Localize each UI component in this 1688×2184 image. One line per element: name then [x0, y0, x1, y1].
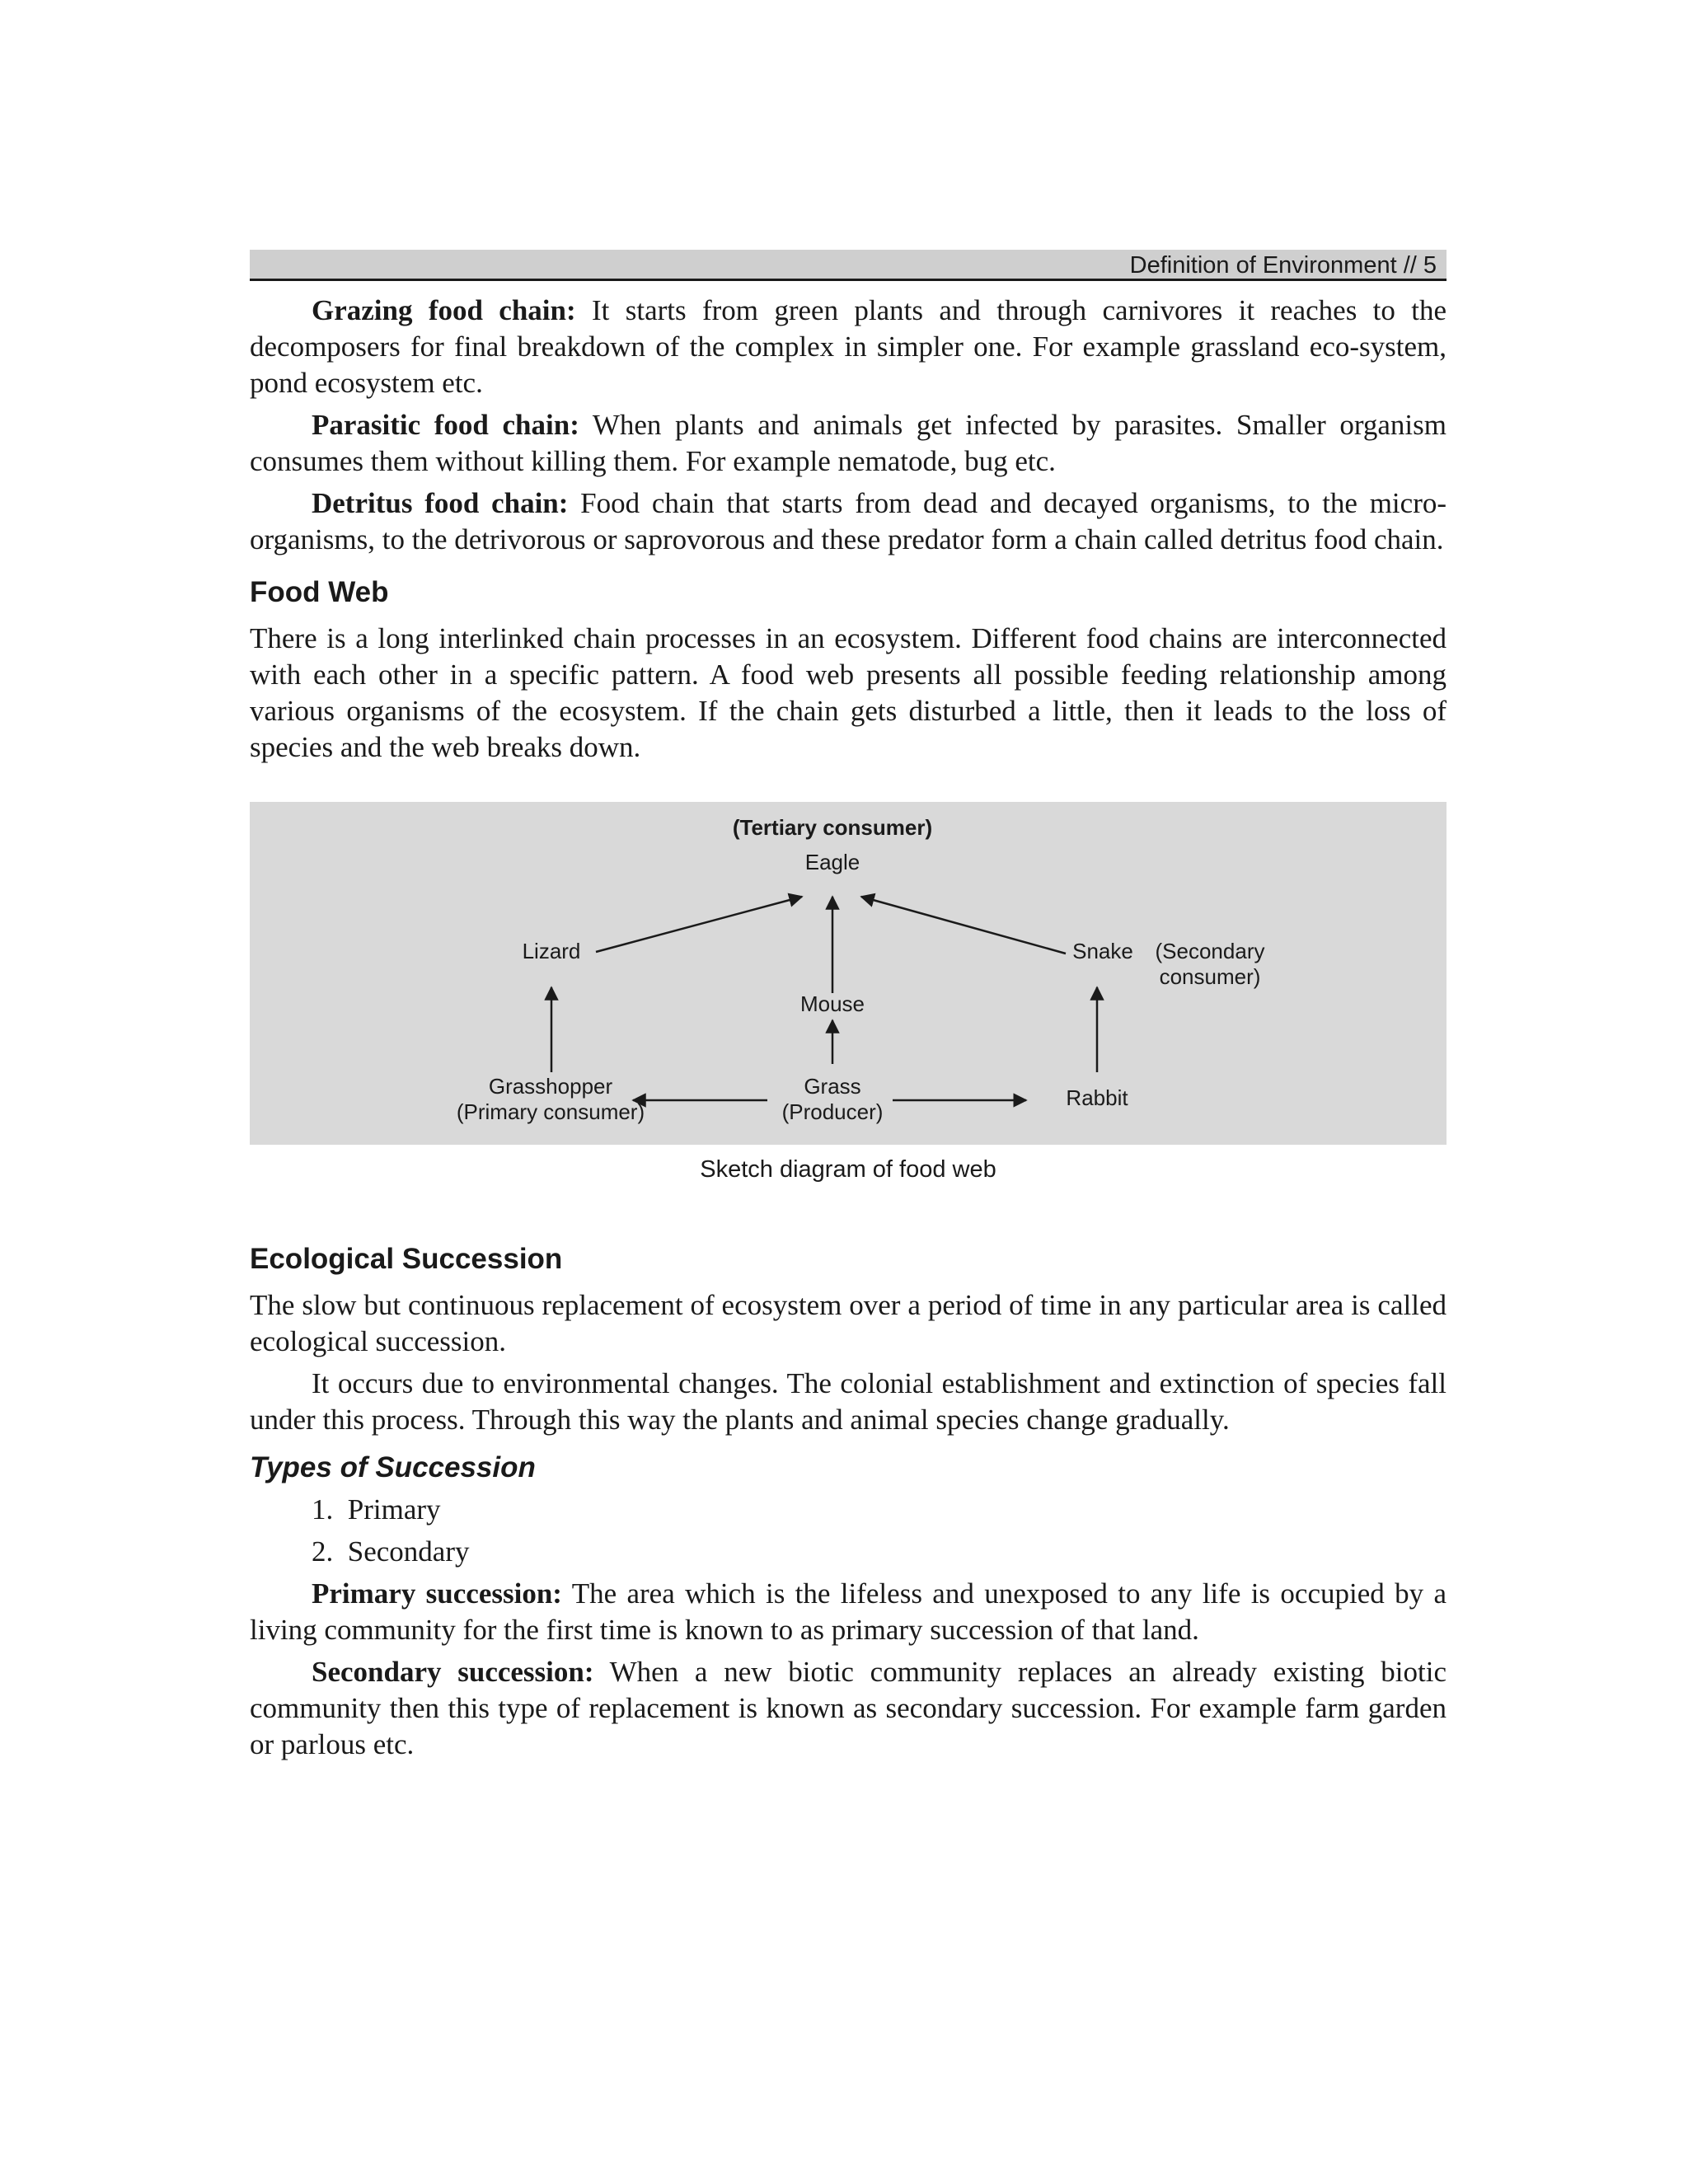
- food-web-diagram: [250, 802, 1447, 1145]
- types-of-succession-heading: Types of Succession: [250, 1451, 536, 1483]
- detritus-term: Detritus food chain:: [312, 487, 569, 519]
- eagle-label: Eagle: [804, 850, 860, 874]
- food-web-paragraph: There is a long interlinked chain processes in an ecosystem. Different food chains are interconnected with each other in a specific pattern. A food web presents all possible feeding relationship among various organisms of the ecosystem. If the chain gets disturbed a little, then it leads to the loss of species and the web breaks down.: [250, 622, 1447, 763]
- succession-types-list: [250, 1492, 1447, 1570]
- figure-caption: Sketch diagram of food web: [700, 1156, 996, 1183]
- grasshopper-label: Grasshopper: [488, 1074, 613, 1099]
- grazing-food-chain-paragraph: [250, 293, 1447, 401]
- succession-paragraph-2: It occurs due to environmental changes. The colonial establishment and extinction of species fall under this process. Through this way the plants and animal species change gradually.: [250, 1367, 1447, 1436]
- ecological-succession-heading: Ecological Succession: [250, 1243, 563, 1275]
- parasitic-term: Parasitic food chain:: [312, 409, 579, 441]
- primary-succession-term: Primary succession:: [312, 1577, 562, 1610]
- lizard-label: Lizard: [522, 939, 581, 963]
- mouse-label: Mouse: [799, 991, 865, 1016]
- grass-label: Grass: [804, 1074, 861, 1099]
- parasitic-text: When plants and animals get infected by parasites. Smaller organism consumes them without killing them. For example nematode, bug etc.: [250, 409, 1447, 477]
- rabbit-label: Rabbit: [1066, 1085, 1128, 1110]
- secondary-succession-text: When a new biotic community replaces an already existing biotic community then this type of replacement is known as secondary succession. For example farm garden or parlous etc.: [250, 1656, 1447, 1760]
- running-header: Definition of Environment // 5: [250, 250, 1447, 281]
- secondary-succession-term: Secondary succession:: [312, 1656, 594, 1688]
- secondary-consumer-label-1: (Secondary: [1155, 939, 1265, 963]
- primary-succession-paragraph: [250, 1576, 1447, 1648]
- parasitic-food-chain-paragraph: [250, 407, 1447, 480]
- snake-label: Snake: [1072, 939, 1133, 963]
- list-item: 2. Secondary: [312, 1535, 470, 1568]
- arrow-snake-to-eagle: [861, 897, 1066, 954]
- detritus-text: Food chain that starts from dead and decayed organisms, to the micro-organisms, to the detrivorous or saprovorous and these predator form a chain called detritus food chain.: [250, 487, 1447, 555]
- tertiary-consumer-label: (Tertiary consumer): [732, 815, 933, 840]
- page: [250, 250, 1447, 1763]
- list-item: 1. Primary: [312, 1493, 441, 1526]
- primary-succession-text: The area which is the lifeless and unexposed to any life is occupied by a living community for the first time is known to as primary succession of that land.: [250, 1577, 1447, 1646]
- secondary-succession-paragraph: [250, 1654, 1447, 1763]
- secondary-consumer-label-2: consumer): [1159, 964, 1261, 989]
- detritus-food-chain-paragraph: [250, 485, 1447, 558]
- producer-label: (Producer): [781, 1099, 884, 1124]
- succession-paragraph-1: The slow but continuous replacement of ecosystem over a period of time in any particular area is called ecological succession.: [250, 1289, 1447, 1357]
- grazing-term: Grazing food chain:: [312, 294, 576, 326]
- primary-consumer-label: (Primary consumer): [456, 1099, 645, 1124]
- arrow-lizard-to-eagle: [596, 897, 802, 952]
- food-web-heading: Food Web: [250, 576, 389, 608]
- grazing-text: It starts from green plants and through carnivores it reaches to the decomposers for final breakdown of the complex in simpler one. For example grassland eco-system, pond ecosystem etc.: [250, 294, 1447, 399]
